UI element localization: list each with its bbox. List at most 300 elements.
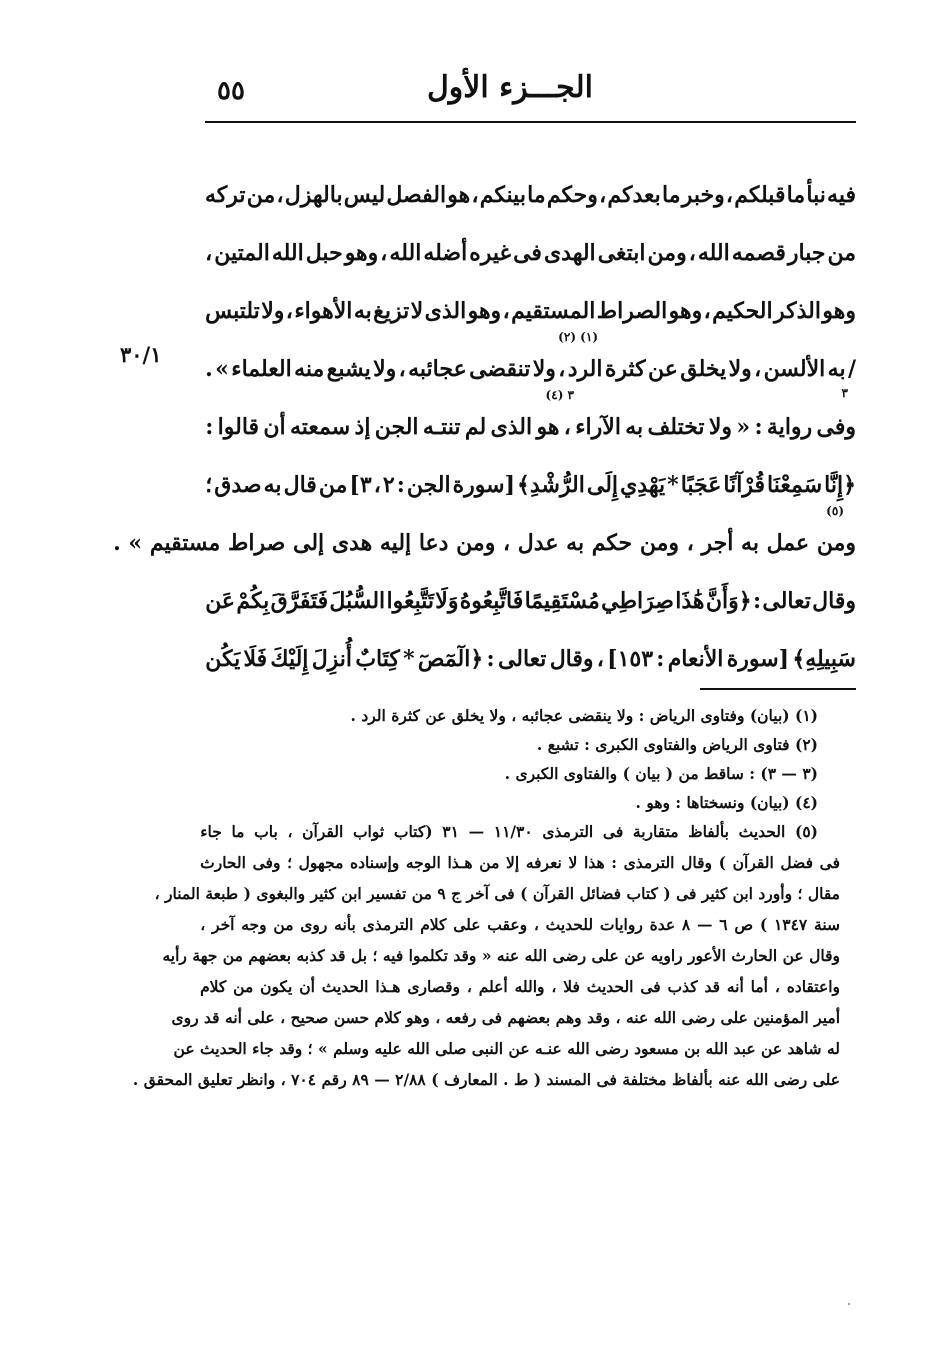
footnote-word: كذبه <box>296 946 325 965</box>
footnote-word: ، <box>280 1070 286 1089</box>
text-word: ٢ <box>382 472 395 498</box>
footnote-word: مجهول <box>298 853 344 872</box>
footnote-word: فلا <box>563 977 580 996</box>
text-word: من <box>827 240 856 266</box>
footnote-word: عن <box>508 1039 530 1058</box>
text-word: نبأ <box>806 182 826 208</box>
scan-speck <box>848 1303 850 1305</box>
footnote-word: على <box>720 1008 748 1027</box>
footnote-word: ؛ <box>287 853 293 872</box>
text-word: / <box>847 356 856 382</box>
text-word: تلتبس <box>205 298 260 324</box>
footnote-word: وقصارى <box>407 977 461 996</box>
footnote-word: رضى <box>552 946 587 965</box>
footnote-word: (٥) <box>794 822 818 841</box>
footnote-word: الحارث <box>200 853 246 872</box>
footnote-word: أمير <box>814 1008 840 1027</box>
footnote-word: فيه <box>382 946 404 965</box>
footnote-word: عدة <box>649 915 676 934</box>
footnote-word: الله <box>407 1039 430 1058</box>
footnote-word: من <box>233 977 254 996</box>
footnote-word: ١٣٤٧ <box>773 915 808 934</box>
footnote-word: آخر <box>212 915 235 934</box>
footnote-word: . <box>503 1070 509 1089</box>
footnote-word: من <box>273 915 294 934</box>
footnote-word: ) <box>759 915 768 934</box>
text-word: ولا <box>708 414 733 440</box>
text-word: فيه <box>827 182 856 208</box>
footnote-5-line-8 <box>173 1039 840 1070</box>
text-word: الفصل <box>386 182 447 208</box>
text-word: عجائبه <box>408 356 467 382</box>
header-rule <box>205 121 856 123</box>
footnote-word: وهو <box>406 1008 430 1027</box>
text-word: صراط <box>228 530 286 556</box>
text-word: الأنعام <box>667 646 724 672</box>
footnote-word: عنه <box>718 1070 741 1089</box>
text-word: تعالى <box>762 588 811 614</box>
text-word: إذ <box>354 414 371 440</box>
footnote-word: تعليق <box>197 1070 233 1089</box>
running-title: الجـــزء الأول <box>426 70 594 105</box>
text-word: صدق <box>214 472 262 498</box>
text-word: * <box>403 646 415 672</box>
text-word: ﴿وَأَنَّ <box>705 588 752 614</box>
text-word: ومن <box>639 530 679 556</box>
footnote-word: والبغوى <box>256 884 306 903</box>
footnote-word: والله <box>514 977 545 996</box>
footnote-word: المؤمنين <box>753 1008 809 1027</box>
footnote-word: وعقب <box>487 915 528 934</box>
text-word: الآراء <box>575 414 621 440</box>
footnote-4: (٤) (بيان) ونسختاها : وهو . <box>635 793 818 812</box>
footnote-word: ، <box>280 1008 286 1027</box>
footnote-word: فى <box>602 822 624 841</box>
footnote-word: رضى <box>681 1008 716 1027</box>
footnotes <box>132 706 840 1101</box>
footnote-word: ط <box>513 1070 529 1089</box>
text-word: سمعته <box>290 414 351 440</box>
footnote-word: القرآن <box>302 822 344 841</box>
footnote-5-line-3 <box>154 884 840 915</box>
footnote-word: — <box>374 1070 390 1089</box>
footnote-word: للحديث <box>545 915 594 934</box>
text-word: الله <box>697 240 730 266</box>
text-word: حبل <box>305 240 343 266</box>
text-word: بالهزل <box>284 182 343 208</box>
footnote-5-line-9 <box>132 1070 840 1101</box>
text-word: إِلَى <box>586 472 619 498</box>
text-word: : <box>656 646 665 672</box>
footnote-word: هـذا <box>447 853 473 872</box>
text-word: يخلق <box>680 356 727 382</box>
footnote-word: ، <box>435 1008 441 1027</box>
footnote-word: عن <box>173 1039 195 1058</box>
text-word: الذكر <box>774 298 821 324</box>
text-word: : <box>752 588 762 614</box>
footnote-word: مسعود <box>634 1039 679 1058</box>
text-word: [سورة <box>726 646 790 672</box>
text-word: ما <box>527 182 546 208</box>
footnote-word: بألفاظ <box>672 1070 713 1089</box>
footnote-word: وقال <box>809 946 840 965</box>
footnote-word: أنه <box>726 977 744 996</box>
text-word: ابتغى <box>597 240 646 266</box>
footnote-word: وفى <box>252 853 281 872</box>
footnote-word: ص <box>734 915 754 934</box>
text-word: ومن <box>456 530 496 556</box>
footnote-word: الأعور <box>688 946 726 965</box>
text-word: تَتَّبِعُوا <box>386 588 434 614</box>
text-word: به <box>625 414 644 440</box>
footnote-word: المحقق <box>143 1070 193 1089</box>
footnote-word: كلام <box>420 915 447 934</box>
footnote-word: على <box>247 1008 275 1027</box>
text-word: عدل <box>517 530 559 556</box>
text-word: ، <box>373 472 381 498</box>
text-word: إليه <box>379 530 412 556</box>
footnote-word: ٦ <box>719 915 728 934</box>
margin-reference: ٣٠/١ <box>120 342 162 367</box>
text-word: . <box>205 356 213 382</box>
footnote-word: ، <box>466 977 472 996</box>
footnote-word: الترمذى <box>362 915 414 934</box>
text-word: فى <box>513 240 542 266</box>
footnote-word: حسن <box>333 1008 370 1027</box>
footnote-word: بألفاظ <box>688 822 729 841</box>
footnote-word: ، <box>200 915 206 934</box>
text-word: ، <box>599 182 607 208</box>
page-number: ٥٥ <box>217 76 245 106</box>
note-mark-line-5a: ٣ <box>841 386 848 400</box>
footnote-word: القرآن <box>732 853 774 872</box>
footnote-word: رضى <box>773 1070 808 1089</box>
footnote-word: ٢/٨٨ <box>395 1070 426 1089</box>
text-word: تنتـه <box>422 414 461 440</box>
footnote-word: كثير <box>701 884 728 903</box>
footnote-word: عنه <box>625 1008 649 1027</box>
footnote-word: وقد <box>587 1008 611 1027</box>
text-word: أن <box>263 414 286 440</box>
text-word: هو <box>447 182 471 208</box>
footnote-word: أعلم <box>478 977 508 996</box>
footnote-word: جاء <box>200 822 222 841</box>
footnote-word: صلى <box>435 1039 467 1058</box>
footnote-word: ، <box>287 822 293 841</box>
footnote-word: « <box>481 946 492 965</box>
text-word: ولا <box>373 356 397 382</box>
footnote-word: وانظر <box>237 1070 276 1089</box>
footnote-word: ٨ <box>681 915 691 934</box>
footnote-word: مقال <box>807 884 840 903</box>
footnote-word: المنار <box>165 884 200 903</box>
text-word: ، <box>596 646 604 672</box>
footnote-5-line-6 <box>200 977 840 1008</box>
footnote-word: هـذا <box>375 977 401 996</box>
footnote-word: رأيه <box>162 946 187 965</box>
text-word: بعدكم <box>607 182 661 208</box>
text-word: الصراط <box>596 298 668 324</box>
footnote-word: عنـه <box>535 1039 562 1058</box>
text-word: الجن <box>374 414 419 440</box>
text-word: فَاتَّبِعُوهُ <box>459 588 524 614</box>
text-line-7 <box>113 498 856 556</box>
text-word: رواية <box>766 414 813 440</box>
footnote-word: الله <box>524 946 548 965</box>
text-word: ، <box>502 298 510 324</box>
text-word: ، <box>725 182 734 208</box>
footnote-word: عنه <box>496 946 520 965</box>
footnote-word: وإسناده <box>350 853 400 872</box>
footnote-word: راويه <box>650 946 683 965</box>
text-word: ، <box>563 414 571 440</box>
text-word: غيره <box>469 240 512 266</box>
text-word: ليس <box>343 182 386 208</box>
footnote-word: أما <box>750 977 768 996</box>
text-word: جبار <box>787 240 826 266</box>
text-word: ، <box>285 298 293 324</box>
footnote-5-line-1 <box>200 822 840 853</box>
footnote-word: الحارث <box>731 946 778 965</box>
footnote-word: باب <box>254 822 278 841</box>
footnote-word: بأنه <box>334 915 356 934</box>
text-word: وفى <box>816 414 856 440</box>
text-word: إلى <box>292 530 325 556</box>
footnote-word: : <box>611 853 618 872</box>
text-word: ، <box>688 240 696 266</box>
footnote-word: تفسير <box>367 884 407 903</box>
footnote-word: ، <box>533 915 539 934</box>
text-word: : <box>754 414 763 440</box>
footnote-word: ثواب <box>352 822 385 841</box>
footnote-word: عن <box>761 1039 783 1058</box>
text-word: » <box>215 356 229 382</box>
footnote-word: المعارف <box>443 1070 498 1089</box>
footnote-5-line-7 <box>171 1008 840 1039</box>
text-word: ، <box>471 182 479 208</box>
footnote-5-line-2 <box>200 853 840 884</box>
text-word: ٣] <box>349 472 372 498</box>
text-word: « <box>736 414 751 440</box>
text-word: الرد <box>567 356 603 382</box>
footnote-word: عن <box>624 946 646 965</box>
text-word: : <box>205 414 214 440</box>
text-word: ، <box>276 182 284 208</box>
text-word: ، <box>380 240 388 266</box>
text-word: به <box>827 356 846 382</box>
text-word: كِتَابٌ <box>355 646 400 672</box>
footnote-word: على <box>812 1070 840 1089</box>
footnote-word: ابن <box>732 884 753 903</box>
footnote-word: نعرفه <box>525 853 562 872</box>
text-word: وهو <box>344 240 379 266</box>
footnote-word: ( <box>663 884 671 903</box>
text-word: الله <box>389 240 422 266</box>
text-word: فَتَفَرَّقَ <box>270 588 329 614</box>
text-word: إِلَيْكَ <box>270 646 309 672</box>
text-word: ﴿إِنَّا <box>824 472 856 498</box>
footnote-word: . <box>132 1070 139 1089</box>
footnote-word: كذب <box>667 977 698 996</box>
text-word: : <box>486 646 495 672</box>
text-word: يَهْدِي <box>620 472 666 498</box>
footnote-word: مختلفة <box>622 1070 667 1089</box>
text-word: تنقضى <box>469 356 531 382</box>
footnote-word: عبد <box>733 1039 756 1058</box>
footnote-word: الترمذى <box>542 822 594 841</box>
text-word: تركه <box>205 182 246 208</box>
footnote-word: ما <box>231 822 245 841</box>
note-marks-line-5b: (٤) ٣ <box>545 388 574 402</box>
footnote-word: من <box>411 884 432 903</box>
footnote-word: ، <box>551 977 557 996</box>
footnote-2: (٢) فتاوى الرياض والفتاوى الكبرى : تشبع . <box>536 735 818 754</box>
text-word: عَجَبًا <box>680 472 722 498</box>
footnote-word: هذا <box>584 853 605 872</box>
text-word: يَكُن <box>205 646 241 672</box>
footnote-word: روايات <box>599 915 643 934</box>
footnote-word: ) <box>520 884 528 903</box>
footnote-word: ؛ <box>372 946 378 965</box>
text-word: فَلَا <box>243 646 268 672</box>
text-word: الحكيم <box>712 298 773 324</box>
text-word: لم <box>464 414 487 440</box>
footnote-word: » <box>318 1039 328 1058</box>
footnote-word: ٩ <box>437 884 446 903</box>
text-word: ﴿الٓمٓصٓ <box>417 646 484 672</box>
footnote-word: النبى <box>471 1039 504 1058</box>
footnote-word: فى <box>676 884 697 903</box>
text-word: ومن <box>816 530 856 556</box>
text-word: وقال <box>812 588 856 614</box>
footnote-word: إلا <box>506 853 520 872</box>
text-word: ما <box>786 182 806 208</box>
text-word: أُنزِلَ <box>311 646 353 672</box>
footnote-word: رضى <box>595 1039 629 1058</box>
footnote-word: من <box>479 853 500 872</box>
text-line-8 <box>205 556 856 614</box>
text-word: ولا <box>261 298 285 324</box>
footnote-word: روى <box>300 915 328 934</box>
text-word: مُسْتَقِيمًا <box>524 588 600 614</box>
footnote-word: فضل <box>780 853 814 872</box>
text-word: ، <box>398 356 406 382</box>
note-marks-line-4: (٢) (١) <box>558 330 598 344</box>
footnote-word: متقاربة <box>632 822 679 841</box>
text-word: بينكم <box>479 182 526 208</box>
footnote-5-line-5 <box>162 946 840 977</box>
text-word: قالوا <box>217 414 260 440</box>
text-word: المتين <box>214 240 270 266</box>
text-word: الهدى <box>543 240 596 266</box>
footnote-word: الحديث <box>321 977 369 996</box>
text-word: ومن <box>647 240 687 266</box>
text-line-1 <box>205 150 856 208</box>
text-word: ؛ <box>205 472 213 498</box>
text-word: لا <box>410 298 424 324</box>
footnote-word: عن <box>782 946 804 965</box>
footnote-word: له <box>826 1039 840 1058</box>
footnote-word: طبعة <box>205 884 239 903</box>
footnote-1: (١) (بيان) وفتاوى الرياض : ولا ينقضى عجائبه ، ولا يخلق عن كثرة الرد . <box>350 706 818 725</box>
text-word: عمل <box>766 530 810 556</box>
footnote-word: ؛ <box>797 884 803 903</box>
footnote-word: الحديث <box>200 1039 247 1058</box>
text-word: وقال <box>549 646 594 672</box>
footnote-word: كلام <box>374 1008 401 1027</box>
text-word: به <box>566 530 585 556</box>
text-word: أجر <box>701 530 734 556</box>
text-word: تعالى <box>497 646 547 672</box>
text-word: تختلف <box>647 414 705 440</box>
text-word: العلماء <box>231 356 292 382</box>
text-word: عن <box>648 356 678 382</box>
text-word: ما <box>662 182 681 208</box>
footnote-word: ) <box>431 1070 439 1089</box>
footnote-word: بل <box>350 946 368 965</box>
text-word: بِكُمْ <box>236 588 270 614</box>
footnote-word: المسند <box>546 1070 592 1089</box>
text-word: ولا <box>728 356 752 382</box>
footnote-word: ٣١ <box>442 822 459 841</box>
footnote-word: وقال <box>681 853 713 872</box>
footnote-word: ٧٠٤ <box>291 1070 317 1089</box>
footnote-3: (٣ — ٣) : ساقط من ( بيان ) والفتاوى الكبرى . <box>504 764 818 783</box>
footnote-word: ( <box>243 884 251 903</box>
footnote-word: يكون <box>260 977 293 996</box>
text-word: قبلكم <box>734 182 786 208</box>
text-word: ، <box>754 356 762 382</box>
footnote-word: ) <box>718 853 727 872</box>
footnote-word: الله <box>653 1008 677 1027</box>
text-word: ، <box>686 530 694 556</box>
footnote-word: أن <box>299 977 315 996</box>
text-word: به <box>741 530 759 556</box>
text-word: حكم <box>591 530 633 556</box>
footnote-word: فى <box>640 977 661 996</box>
text-word: عَن <box>205 588 236 614</box>
text-word: الرُّشْدِ﴾ <box>517 472 585 498</box>
footnote-5-line-4 <box>200 915 840 946</box>
footnote-word: صحيح <box>290 1008 329 1027</box>
text-word: [سورة <box>452 472 515 498</box>
text-word: وهو <box>467 298 502 324</box>
footnote-word: روى <box>171 1008 199 1027</box>
text-word: ولا <box>532 356 556 382</box>
footnote-word: — <box>696 915 713 934</box>
text-word: قال <box>283 472 317 498</box>
footnote-word: القرآن <box>532 884 575 903</box>
footnote-word: الله <box>567 1039 590 1058</box>
text-word: هدى <box>331 530 373 556</box>
footnote-word: فى <box>481 1008 503 1027</box>
footnote-word: كلام <box>200 977 227 996</box>
text-word: الألسن <box>763 356 826 382</box>
text-word: المستقيم <box>511 298 596 324</box>
footnote-word: — <box>468 822 485 841</box>
text-word: وَلَا <box>435 588 459 614</box>
text-word: ، <box>703 298 711 324</box>
footnote-word: الله <box>745 1070 769 1089</box>
text-line-5 <box>205 382 856 440</box>
note-mark-line-7: (٥) <box>826 504 844 518</box>
footnote-word: كثير <box>310 884 336 903</box>
footnote-word: ، <box>615 1008 621 1027</box>
footnote-word: على <box>591 946 619 965</box>
text-word: : <box>396 472 405 498</box>
text-word: ، <box>558 356 566 382</box>
text-line-6 <box>205 440 856 498</box>
